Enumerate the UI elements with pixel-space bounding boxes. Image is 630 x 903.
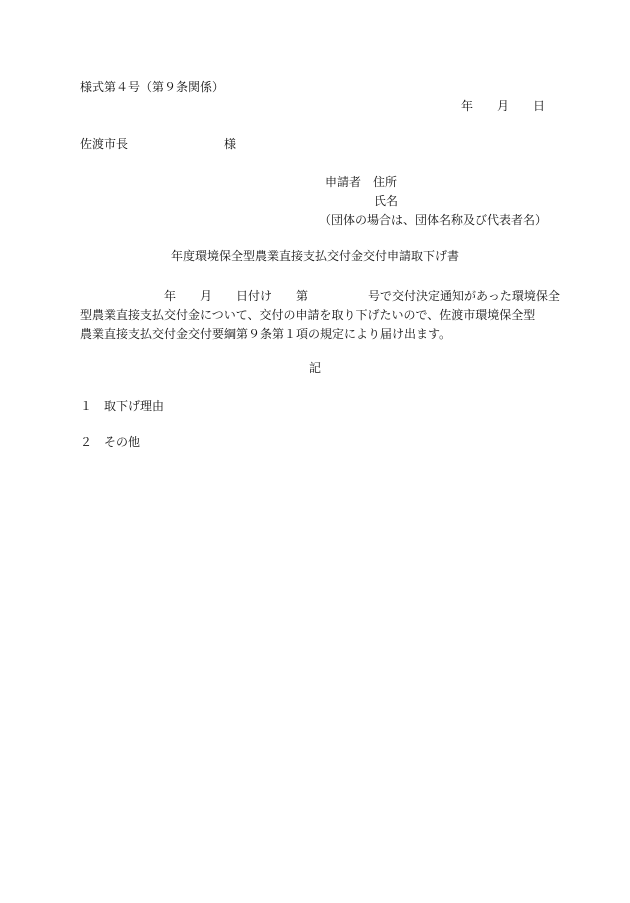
item-withdrawal-reason: １ 取下げ理由 xyxy=(80,399,165,413)
body-line: 年 月 日付け 第 号で交付決定通知があった環境保全 xyxy=(80,289,560,303)
ki-heading: 記 xyxy=(308,361,321,375)
body-text xyxy=(80,287,560,344)
body-line: 型農業直接支払交付金について、交付の申請を取り下げたいので、佐渡市環境保全型 xyxy=(80,308,536,322)
applicant-block xyxy=(319,176,547,233)
applicant-name-row: 氏名 xyxy=(374,194,399,208)
applicant-address-row: 申請者 住所 xyxy=(325,175,398,189)
applicant-note-row: （団体の場合は、団体名称及び代表者名） xyxy=(319,213,548,227)
addressee: 佐渡市長 様 xyxy=(80,137,237,151)
body-line: 農業直接支払交付金交付要綱第９条第１項の規定により届け出ます。 xyxy=(80,327,452,341)
form-number: 様式第４号（第９条関係） xyxy=(80,80,225,94)
item-other: ２ その他 xyxy=(80,435,141,449)
date-line: 年 月 日 xyxy=(460,99,545,113)
document-title: 年度環境保全型農業直接支払交付金交付申請取下げ書 xyxy=(170,249,459,263)
